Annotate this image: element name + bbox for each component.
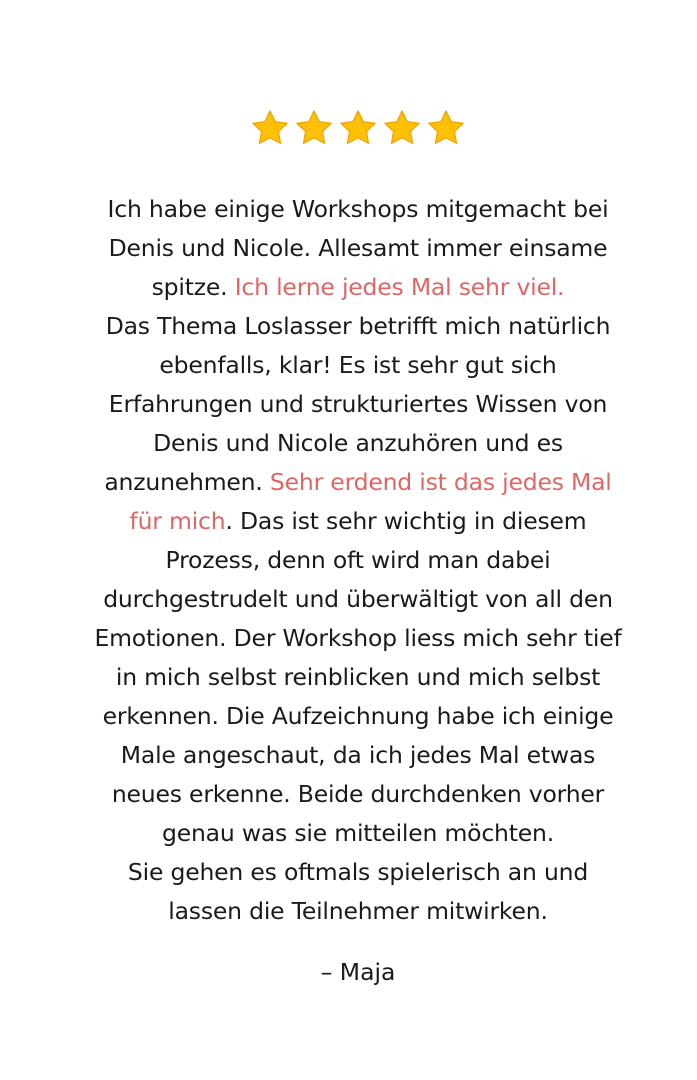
star-icon (250, 108, 290, 148)
star-icon (338, 108, 378, 148)
review-highlight: Sehr erdend ist das jedes Mal für mich (129, 468, 612, 535)
review-text-part: Ich habe einige Workshops mitgemacht bei Denis und Nicole. Allesamt immer einsame spitze. (107, 195, 609, 301)
review-author: – Maja (320, 958, 396, 986)
star-icon (426, 108, 466, 148)
review-highlight: Ich lerne jedes Mal sehr viel. (234, 273, 565, 301)
review-text (88, 190, 628, 931)
review-text-part: Das Thema Loslasser betrifft mich natürlich ebenfalls, klar! Es ist sehr gut sich Erfahrungen und strukturiertes Wissen von Denis und Nicole anzuhören und es anzunehmen. (104, 312, 611, 496)
star-icon (382, 108, 422, 148)
star-icon (294, 108, 334, 148)
review-text-part: . Das ist sehr wichtig in diesem Prozess, denn oft wird man dabei durchgestrudelt und überwältigt von all den Emotionen. Der Workshop liess mich sehr tief in mich selbst reinblicken und mich selbst erkennen. Die Aufzeichnung habe ich einige Male angeschaut, da ich jedes Mal etwas neues erkenne. Beide durchdenken vorher genau was sie mitteilen möchten. (94, 507, 622, 847)
star-rating (0, 108, 697, 148)
review-text-part: Sie gehen es oftmals spielerisch an und lassen die Teilnehmer mitwirken. (127, 858, 589, 925)
